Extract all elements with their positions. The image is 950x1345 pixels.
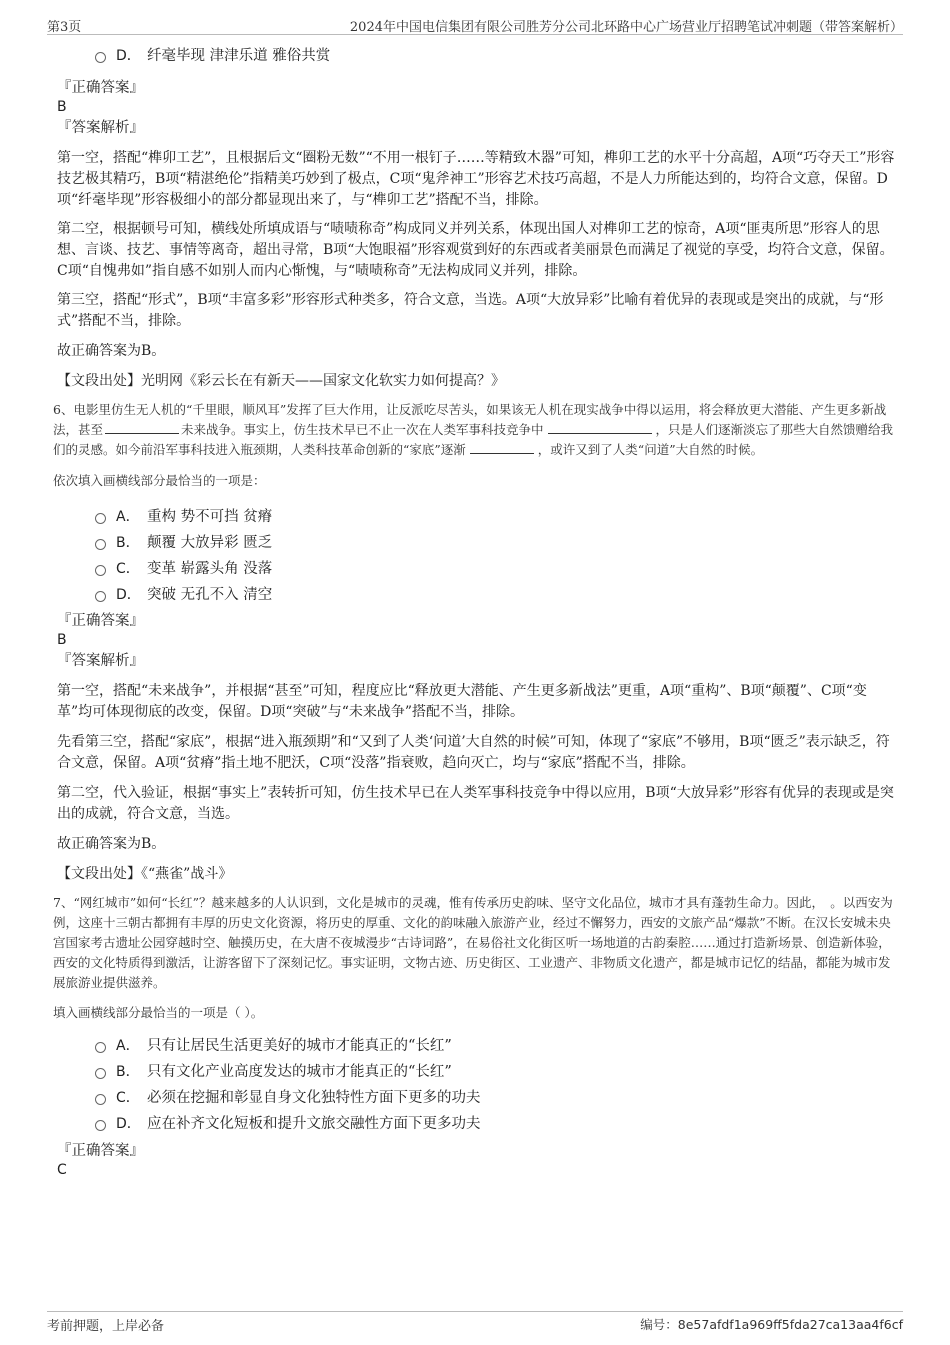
page-content xyxy=(53,40,897,1181)
option-text: 颠覆 大放异彩 匮乏 xyxy=(147,535,273,551)
option-text: 变革 崭露头角 没落 xyxy=(147,561,273,577)
option-letter: D． xyxy=(116,587,141,603)
analysis-paragraph: 第一空，搭配“榫卯工艺”，且根据后文“圈粉无数”“不用一根钉子……等精致木器”可知，榫卯工艺的水平十分高超，A项“巧夺天工”形容技艺极其精巧，B项“精湛绝伦”指精美巧妙到了极点，C项“鬼斧神工”形容艺术技巧高超，不是人力所能达到的，均符合文意，保留。D项“纤毫毕现”形容极细小的部分都显现出来了，与“榫卯工艺”搭配不当，排除。 xyxy=(57,150,895,208)
q6-options xyxy=(57,504,897,608)
q7-options xyxy=(57,1033,897,1137)
correct-answer-label: 『正确答案』 xyxy=(57,1143,144,1159)
source-citation: 【文段出处】《“燕雀”战斗》 xyxy=(57,866,233,882)
option-letter: A． xyxy=(116,509,140,525)
analysis-paragraph: 第一空，搭配“未来战争”，并根据“甚至”可知，程度应比“释放更大潜能、产生更多新战法”更重，A项“重构”、B项“颠覆”、C项“变革”均可体现彻底的改变，保留。D项“突破”与“未来战争”搭配不当，排除。 xyxy=(57,683,867,720)
option-letter: D． xyxy=(116,48,141,64)
source-citation: 【文段出处】光明网《彩云长在有新天——国家文化软实力如何提高？》 xyxy=(57,373,505,389)
page-header xyxy=(47,14,903,35)
option-text: 只有让居民生活更美好的城市才能真正的“长红” xyxy=(147,1038,452,1054)
q6-option-a[interactable] xyxy=(95,504,897,530)
q6-option-d[interactable] xyxy=(95,582,897,608)
radio-icon[interactable] xyxy=(95,565,106,576)
analysis-conclusion: 故正确答案为B。 xyxy=(57,836,166,852)
option-letter: A． xyxy=(116,1038,140,1054)
radio-icon[interactable] xyxy=(95,1120,106,1131)
option-letter: B． xyxy=(116,535,140,551)
q6-option-b[interactable] xyxy=(95,530,897,556)
analysis-label: 『答案解析』 xyxy=(57,120,144,136)
option-text: 纤毫毕现 津津乐道 雅俗共赏 xyxy=(147,48,331,64)
q7-option-c[interactable] xyxy=(95,1085,897,1111)
answer-blank xyxy=(105,421,179,434)
radio-icon[interactable] xyxy=(95,1042,106,1053)
correct-answer-label: 『正确答案』 xyxy=(57,613,144,629)
radio-icon[interactable] xyxy=(95,1094,106,1105)
question-instruction: 依次填入画横线部分最恰当的一项是： xyxy=(53,473,266,488)
radio-icon[interactable] xyxy=(95,539,106,550)
analysis-paragraph: 第二空，根据顿号可知，横线处所填成语与“啧啧称奇”构成同义并列关系，体现出国人对榫卯工艺的惊奇，A项“匪夷所思”形容人的思想、言谈、技艺、事情等离奇，超出寻常，B项“大饱眼福”形容观赏到好的东西或者美丽景色而满足了视觉的享受，均符合文意，保留。C项“自愧弗如”指自感不如别人而内心惭愧，与“啧啧称奇”无法构成同义并列，排除。 xyxy=(57,221,894,279)
option-text: 重构 势不可挡 贫瘠 xyxy=(147,509,273,525)
option-text: 必须在挖掘和彰显自身文化独特性方面下更多的功夫 xyxy=(147,1090,481,1106)
correct-answer-value: B xyxy=(57,99,67,115)
q7-option-a[interactable] xyxy=(95,1033,897,1059)
question-text: 6、电影里仿生无人机的“千里眼，顺风耳”发挥了巨大作用，让反派吃尽苦头，如果该无人机在现实战争中得以运用，将会释放更大潜能、产生更多新战法，甚至 未来战争。事实上，仿生技术早已不止一次在人类军事科技竞争中 ，只是人们逐渐淡忘了那些大自然馈赠给我们的灵感。如今前沿军事科技进入瓶颈期，人类科技革命创新的“家底”逐渐 ，或许又到了人类“问道”大自然的时候。 xyxy=(53,402,894,457)
q5-option-d[interactable] xyxy=(95,43,897,69)
option-text: 应在补齐文化短板和提升文旅交融性方面下更多功夫 xyxy=(147,1116,481,1132)
answer-blank xyxy=(470,441,534,454)
option-text: 只有文化产业高度发达的城市才能真正的“长红” xyxy=(147,1064,452,1080)
option-letter: D． xyxy=(116,1116,141,1132)
correct-answer-label: 『正确答案』 xyxy=(57,80,144,96)
q7-option-d[interactable] xyxy=(95,1111,897,1137)
q6-option-c[interactable] xyxy=(95,556,897,582)
footer-slogan: 考前押题，上岸必备 xyxy=(47,1319,165,1334)
analysis-paragraph: 第二空，代入验证，根据“事实上”表转折可知，仿生技术早已在人类军事科技竞争中得以应用，B项“大放异彩”形容有优异的表现或是突出的成就，符合文意，当选。 xyxy=(57,785,894,822)
page-footer xyxy=(47,1311,903,1336)
radio-icon[interactable] xyxy=(95,513,106,524)
analysis-paragraph: 先看第三空，搭配“家底”，根据“进入瓶颈期”和“又到了人类‘问道’大自然的时候”可知，体现了“家底”不够用，B项“匮乏”表示缺乏，符合文意，保留。A项“贫瘠”指土地不肥沃，C项“没落”指衰败，趋向灭亡，均与“家底”搭配不当，排除。 xyxy=(57,734,890,771)
document-title: 2024年中国电信集团有限公司胜芳分公司北环路中心广场营业厅招聘笔试冲刺题（带答案解析） xyxy=(349,20,903,35)
answer-blank xyxy=(548,421,652,434)
q7-option-b[interactable] xyxy=(95,1059,897,1085)
analysis-paragraph: 第三空，搭配“形式”，B项“丰富多彩”形容形式种类多，符合文意，当选。A项“大放异彩”比喻有着优异的表现或是突出的成就，与“形式”搭配不当，排除。 xyxy=(57,292,884,329)
correct-answer-value: B xyxy=(57,632,67,648)
analysis-conclusion: 故正确答案为B。 xyxy=(57,343,166,359)
document-serial: 编号：8e57afdf1a969ff5fda27ca13aa4f6cf xyxy=(640,1317,903,1332)
radio-icon[interactable] xyxy=(95,1068,106,1079)
option-letter: C． xyxy=(116,561,140,577)
radio-icon[interactable] xyxy=(95,52,106,63)
page-number: 第3页 xyxy=(47,20,82,35)
option-text: 突破 无孔不入 清空 xyxy=(147,587,273,603)
option-letter: B． xyxy=(116,1064,140,1080)
question-text: 7、“网红城市”如何“长红”？越来越多的人认识到，文化是城市的灵魂，惟有传承历史韵味、坚守文化品位，城市才具有蓬勃生命力。因此， 。以西安为例，这座十三朝古都拥有丰厚的历史文化资源，将历史的厚重、文化的韵味融入旅游产业，经过不懈努力，西安的文旅产品“爆款”不断。在汉长安城未央宫国家考古遗址公园穿越时空、触摸历史，在大唐不夜城漫步“古诗词路”，在易俗社文化街区听一场地道的古韵秦腔……通过打造新场景、创造新体验，西安的文化特质得到激活，让游客留下了深刻记忆。事实证明，文物古迹、历史街区、工业遗产、非物质文化遗产，都是城市记忆的结晶，都能为城市发展旅游业提供滋养。 xyxy=(53,895,893,990)
option-letter: C． xyxy=(116,1090,140,1106)
analysis-label: 『答案解析』 xyxy=(57,653,144,669)
question-instruction: 填入画横线部分最恰当的一项是（ ）。 xyxy=(53,1005,264,1020)
correct-answer-value: C xyxy=(57,1162,67,1178)
radio-icon[interactable] xyxy=(95,591,106,602)
